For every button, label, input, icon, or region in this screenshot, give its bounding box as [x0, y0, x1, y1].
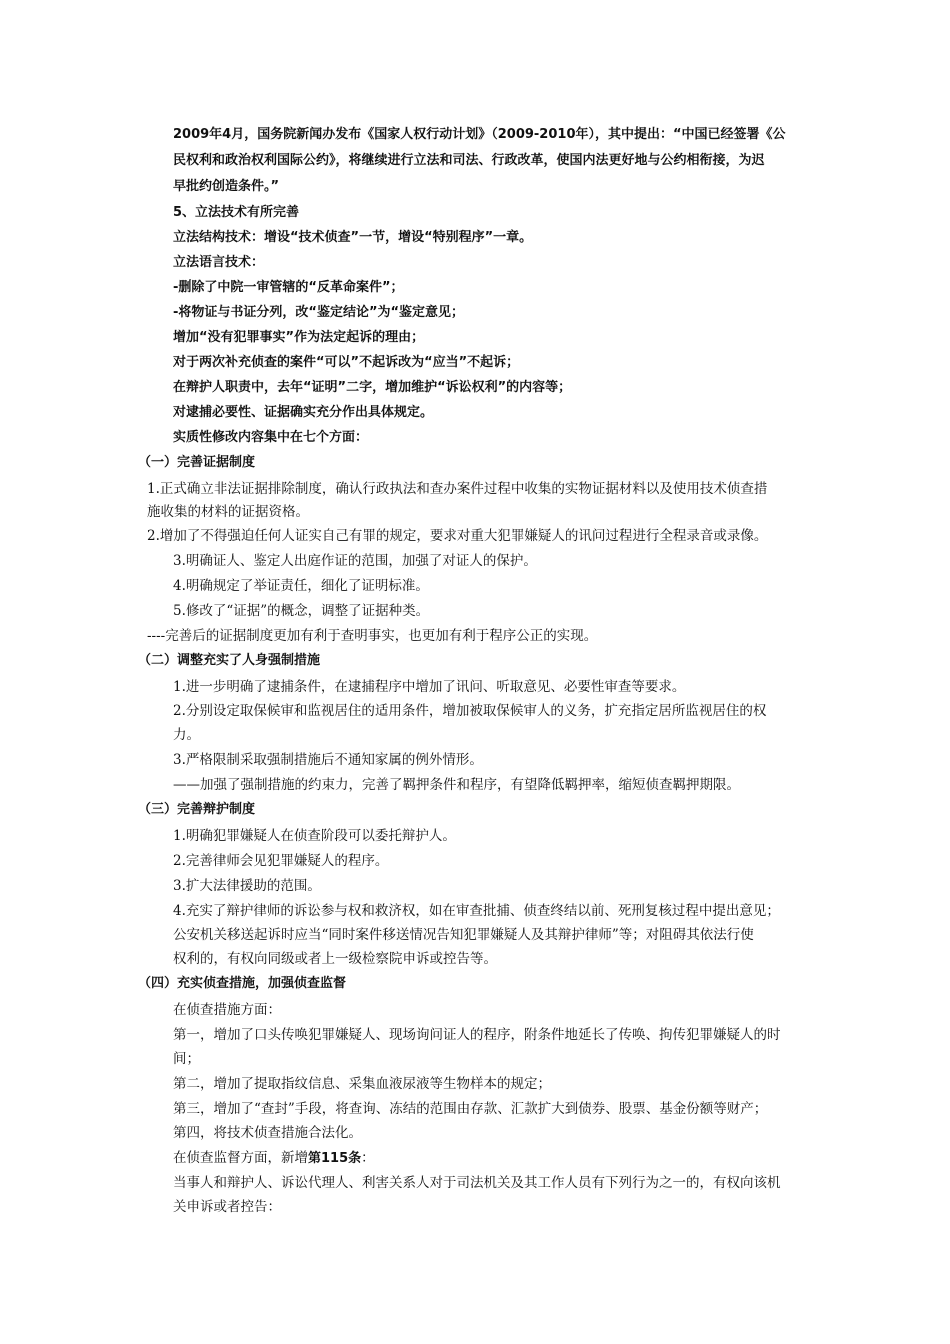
- paragraph-line: 1.明确犯罪嫌疑人在侦查阶段可以委托辩护人。: [173, 828, 456, 844]
- paragraph-line: 公安机关移送起诉时应当“同时案件移送情况告知犯罪嫌疑人及其辩护律师”等；对阻碍其依法行使: [173, 927, 754, 943]
- paragraph-line: 关申诉或者控告：: [173, 1199, 281, 1215]
- section-heading: （二）调整充实了人身强制措施: [138, 653, 321, 668]
- paragraph-line: -将物证与书证分列，改“鉴定结论”为“鉴定意见；: [173, 305, 465, 320]
- paragraph-line: 3.严格限制采取强制措施后不通知家属的例外情形。: [173, 752, 483, 768]
- paragraph-line: 对逮捕必要性、证据确实充分作出具体规定。: [173, 405, 434, 420]
- paragraph-line: 第三，增加了“查封”手段，将查询、冻结的范围由存款、汇款扩大到债券、股票、基金份额等财产；: [173, 1101, 768, 1117]
- paragraph-line: 对于两次补充侦查的案件“可以”不起诉改为“应当”不起诉；: [173, 355, 520, 370]
- paragraph-line: 早批约创造条件。”: [173, 179, 280, 194]
- paragraph-line: 5.修改了“证据”的概念，调整了证据种类。: [173, 603, 430, 619]
- paragraph-line: ----完善后的证据制度更加有利于查明事实，也更加有利于程序公正的实现。: [147, 628, 598, 644]
- paragraph-line: ——加强了强制措施的约束力，完善了羁押条件和程序，有望降低羁押率，缩短侦查羁押期限。: [173, 777, 740, 793]
- paragraph-line: 2009年4月，国务院新闻办发布《国家人权行动计划》（2009-2010年），其中提出：“中国已经签署《公: [173, 127, 786, 142]
- paragraph-line: 3.扩大法律援助的范围。: [173, 878, 321, 894]
- paragraph-text: 在侦查监督方面，新增: [173, 1150, 308, 1166]
- colon: ：: [361, 1150, 375, 1166]
- paragraph-line: 4.充实了辩护律师的诉讼参与权和救济权，如在审查批捕、侦查终结以前、死刑复核过程中提出意见；: [173, 903, 780, 919]
- section-heading: 5、立法技术有所完善: [173, 205, 300, 220]
- paragraph-line: -删除了中院一审管辖的“反革命案件”；: [173, 280, 404, 295]
- paragraph-line: 实质性修改内容集中在七个方面：: [173, 430, 369, 445]
- section-heading: （四）充实侦查措施，加强侦查监督: [138, 976, 347, 991]
- paragraph-line: 第一，增加了口头传唤犯罪嫌疑人、现场询问证人的程序，附条件地延长了传唤、拘传犯罪嫌疑人的时: [173, 1027, 781, 1043]
- article-reference: 第115条: [308, 1151, 362, 1166]
- paragraph-line: 力。: [173, 727, 200, 743]
- paragraph-line: 第二，增加了提取指纹信息、采集血液尿液等生物样本的规定；: [173, 1076, 551, 1092]
- paragraph-line: 当事人和辩护人、诉讼代理人、利害关系人对于司法机关及其工作人员有下列行为之一的，有权向该机: [173, 1175, 781, 1191]
- paragraph-line: 立法语言技术：: [173, 255, 265, 270]
- paragraph-line: 1.正式确立非法证据排除制度，确认行政执法和查办案件过程中收集的实物证据材料以及使用技术侦查措: [147, 481, 768, 497]
- paragraph-line: 2.分别设定取保候审和监视居住的适用条件，增加被取保候审人的义务，扩充指定居所监视居住的权: [173, 703, 767, 719]
- paragraph-line: 施收集的材料的证据资格。: [147, 504, 309, 520]
- paragraph-line: 民权利和政治权利国际公约》，将继续进行立法和司法、行政改革，使国内法更好地与公约相衔接，为迟: [173, 153, 765, 168]
- paragraph-line: 3.明确证人、鉴定人出庭作证的范围，加强了对证人的保护。: [173, 553, 537, 569]
- paragraph-line: 第四，将技术侦查措施合法化。: [173, 1125, 362, 1141]
- paragraph-line: 增加“没有犯罪事实”作为法定起诉的理由；: [173, 330, 425, 345]
- paragraph-line: [173, 1149, 375, 1168]
- paragraph-line: 2.完善律师会见犯罪嫌疑人的程序。: [173, 853, 389, 869]
- section-heading: （一）完善证据制度: [138, 455, 256, 470]
- paragraph-line: 1.进一步明确了逮捕条件，在逮捕程序中增加了讯问、听取意见、必要性审查等要求。: [173, 679, 686, 695]
- paragraph-line: 在辩护人职责中，去年“证明”二字，增加维护“诉讼权利”的内容等；: [173, 380, 572, 395]
- paragraph-line: 间；: [173, 1051, 200, 1067]
- paragraph-line: 权利的，有权向同级或者上一级检察院申诉或控告等。: [173, 951, 497, 967]
- paragraph-line: 在侦查措施方面：: [173, 1002, 281, 1018]
- paragraph-line: 立法结构技术：增设“技术侦查”一节，增设“特别程序”一章。: [173, 230, 533, 245]
- paragraph-line: 2.增加了不得强迫任何人证实自己有罪的规定，要求对重大犯罪嫌疑人的讯问过程进行全程录音或录像。: [147, 528, 768, 544]
- section-heading: （三）完善辩护制度: [138, 802, 256, 817]
- paragraph-line: 4.明确规定了举证责任，细化了证明标准。: [173, 578, 429, 594]
